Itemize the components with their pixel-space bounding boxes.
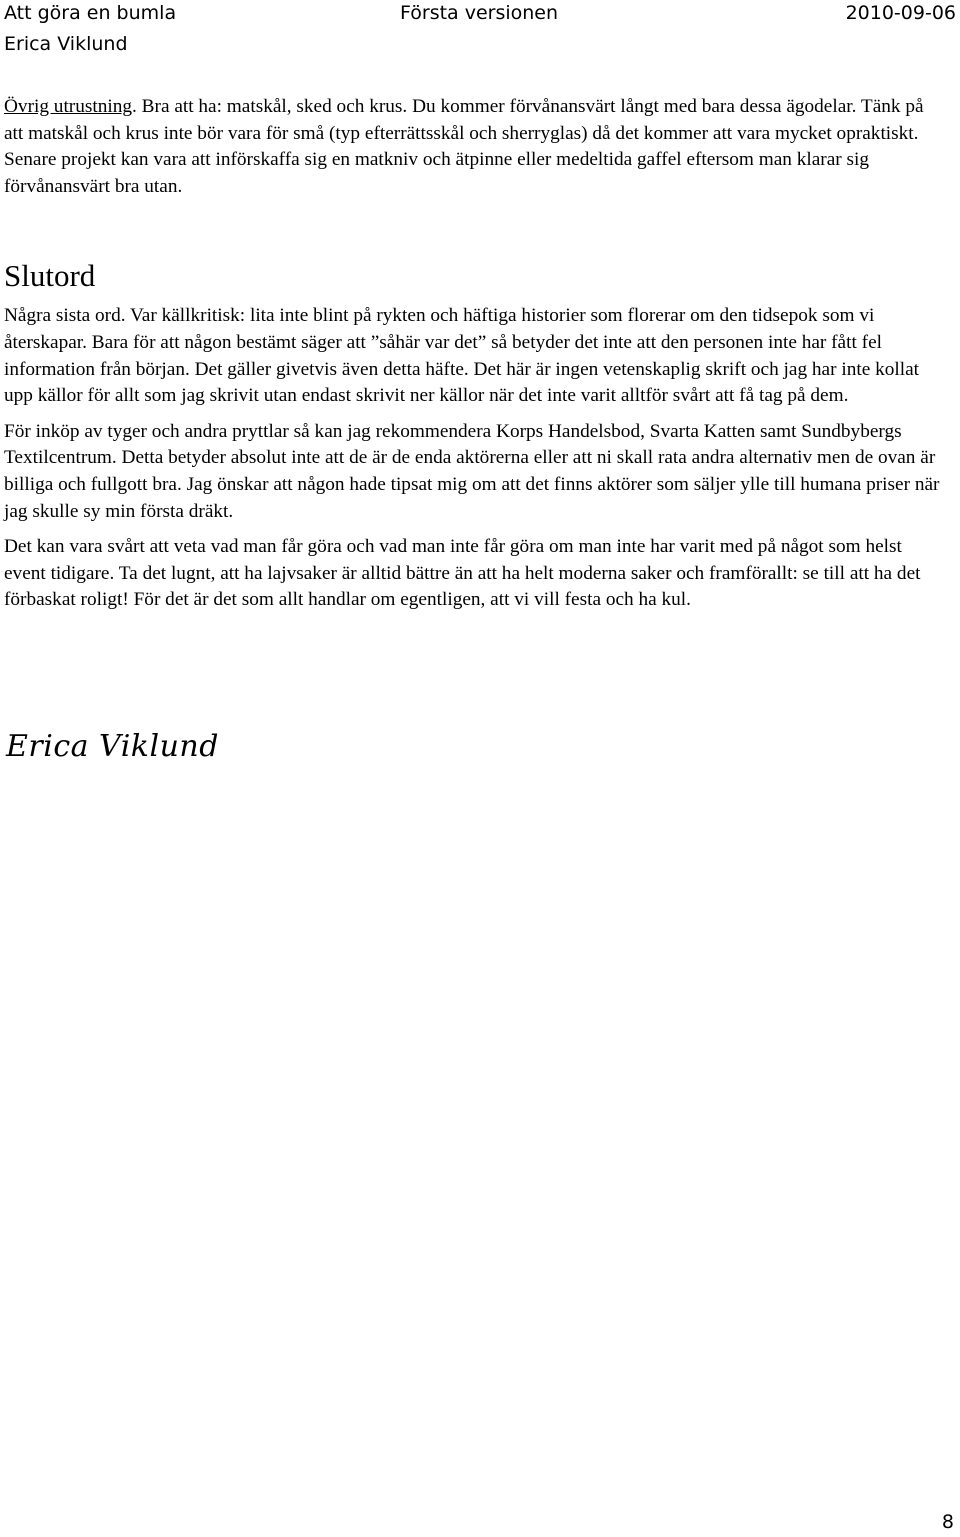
page-number: 8 <box>941 1511 954 1533</box>
signature: Erica Viklund <box>6 729 219 764</box>
header-document-title: Att göra en bumla <box>4 2 177 24</box>
page-header <box>0 0 960 60</box>
equipment-heading: Övrig utrustning <box>4 96 133 117</box>
section-paragraph-2: För inköp av tyger och andra pryttlar så kan jag rekommendera Korps Handelsbod, Svarta Katten samt Sundbybergs Textilcentrum. Detta betyder absolut inte att de är de enda aktörerna eller att ni skall rata andra alternativ men de ovan är billiga och fullgott bra. Jag önskar att någon hade tipsat mig om att det finns aktörer som säljer ylle till humana priser när jag skulle sy min första dräkt. <box>4 420 940 522</box>
section-paragraph-1: Några sista ord. Var källkritisk: lita inte blint på rykten och häftiga historier som florerar om den tidsepok som vi återskapar. Bara för att någon bestämt säger att ”såhär var det” så betyder det inte att den personen inte har fått fel information från början. Det gäller givetvis även detta häfte. Det här är ingen vetenskaplig skrift och jag har inte kollat upp källor för allt som jag skrivit utan endast skrivit ner källor när det inte varit alltför svårt att få tag på dem. <box>4 305 920 407</box>
header-date: 2010-09-06 <box>845 2 956 24</box>
page-body <box>4 94 944 614</box>
section-title: Slutord <box>4 258 96 294</box>
equipment-text: . Bra att ha: matskål, sked och krus. Du kommer förvånansvärt långt med bara dessa ägodelar. Tänk på att matskål och krus inte bör vara för små (typ efterrättsskål och sherryglas) då det kommer att vara mycket opraktiskt. Senare projekt kan vara att införskaffa sig en matkniv och ätpinne eller medeltida gaffel eftersom man klarar sig förvånansvärt bra utan. <box>4 96 924 197</box>
section-paragraph-3: Det kan vara svårt att veta vad man får göra och vad man inte får göra om man inte har varit med på något som helst event tidigare. Ta det lugnt, att ha lajvsaker är alltid bättre än att ha helt moderna saker och framförallt: se till att ha det förbaskat roligt! För det är det som allt handlar om egentligen, att vi vill festa och ha kul. <box>4 536 921 611</box>
equipment-paragraph <box>4 94 944 200</box>
header-author: Erica Viklund <box>4 33 128 55</box>
header-version: Första versionen <box>400 2 559 24</box>
